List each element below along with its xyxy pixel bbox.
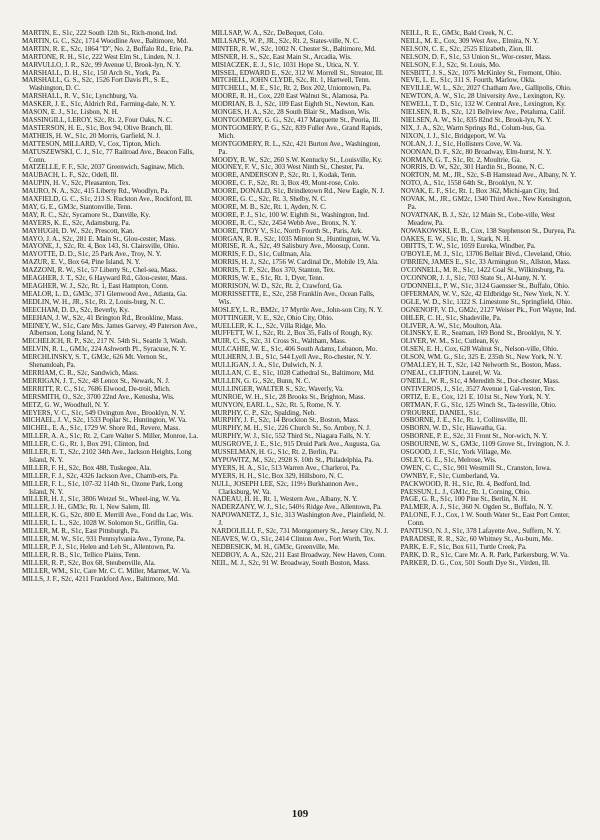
roster-entry: PARADISE, R. R., S2c, 60 Whitney St., Au-burn, Me.: [400, 535, 553, 543]
roster-entry: MARSHALL, G. S., S2c, 1526 Fort Davis Pl., S. E., Washington, D. C.: [22, 76, 169, 93]
roster-entry: MEEHAN, J. W., S2c, 41 Brington Rd., Brookline, Mass.: [22, 313, 184, 322]
roster-entry: OAKES, E. W., S1c, Rt. 1, Stark, N. H.: [400, 234, 511, 243]
roster-entry: MODRIAN, B. J., S2c, 109 East Eighth St., Newton, Kan.: [211, 100, 375, 109]
roster-entry: NEDBESICK, M. H., GM3c, Greenville, Me.: [211, 542, 340, 551]
roster-entry: PANTUSO, N. J., S1c, 378 Lafayette Ave., Suffern, N. Y.: [400, 527, 561, 536]
roster-entry: O'BRIEN, JAMES E., S1c, 33 Armington St., Allston, Mass.: [400, 258, 571, 267]
roster-entry: NARDOLILLI, F., S2c, 731 Montgomery St., Jersey City, N. J.: [211, 527, 389, 536]
roster-entry: MORISE, R. A., S2c, 49 Salisbury Ave., Moosup, Conn.: [211, 242, 370, 251]
roster-entry: MURPHY, W. J., S1c, 552 Third St., Niagara Falls, N. Y.: [211, 432, 371, 441]
roster-entry: NEWTON, A. W., S1c, 28 University Ave., Lexington, Ky.: [400, 92, 566, 101]
roster-entry: MARSHALL, D. H., S1c, 150 Arch St., York, Pa.: [22, 68, 161, 77]
roster-entry: ONTIVEROS, J., S1c, 3527 Avenue I, Gal-veston, Tex.: [400, 384, 556, 393]
roster-entry: MEAGHER, W. J., S2c, Rt. 1, East Hampton, Conn.: [22, 282, 169, 290]
roster-entry: MARTONE, R. H., S1c, 222 West Elm St., Linden, N. J.: [22, 52, 181, 61]
roster-entry: MILLER, R. B., S1c, Tellico Plains, Tenn.: [22, 550, 141, 559]
roster-entry: MULLAN, C. E., S1c, 1028 Cathedral St., Baltimore, Md.: [211, 368, 375, 377]
roster-entry: MERCHLINSKY, S. T., GM3c, 626 Mt. Vernon St., Shenandoah, Pa.: [22, 353, 168, 370]
roster-entry: MORRIS, F. D., S1c, Cullman, Ala.: [211, 250, 312, 259]
roster-entry: OLSEN, E. H., Cox, 628 Walnut St., Nelson-ville, Ohio.: [400, 345, 559, 354]
roster-entry: MILLER, WM., S1c, Care Mr. C. C. Miller, Marmet, W. Va.: [22, 566, 191, 575]
roster-entry: NEIL, M. J., S2c, 91 W. Broadway, South Boston, Mass.: [211, 558, 370, 567]
roster-entry: MORRIS, H. J., S2c, 1756 W. Cardinal Dr., Mobile 19, Ala.: [211, 258, 379, 267]
roster-entry: MILLS, J. F., S2c, 4211 Frankford Ave., Baltimore, Md.: [22, 574, 179, 583]
roster-entry: MERRIAM, C. R., S2c, Sandwich, Mass.: [22, 368, 139, 377]
roster-entry: OGLE, W. D., S1c, 1322 S. Limestone St., Springfield, Ohio.: [400, 297, 573, 306]
roster-entry: O'CONNELL, M. R., S1c, 1422 Coal St., Wilkinsburg, Pa.: [400, 266, 565, 275]
roster-entry: MAURO, N. A., S2c, 415 Liberty Rd., Woodlyn, Pa.: [22, 187, 170, 196]
roster-entry: NOWAKOWSKI, E. B., Cox, 138 Stephenson St., Duryea, Pa.: [400, 226, 576, 235]
roster-entry: MILLER, P. J., S1c, Helen and Leh St., Allentown, Pa.: [22, 542, 176, 551]
roster-entry: OSBORN, W. D., S1c, Hiawatha, Ga.: [400, 424, 507, 433]
roster-entry: MAYO, J. A., S2c, 281 E. Main St., Glou-cester, Mass.: [22, 234, 176, 243]
roster-entry: MECHELICH, R. P., S2c, 217 N. 54th St., Seattle 3, Wash.: [22, 337, 188, 346]
roster-entry: MILLER, M. W., S1c, 931 Pennsylvania Ave., Tyrone, Pa.: [22, 535, 186, 543]
roster-entry: MEDLIN, W. H., JR., S1c, Rt. 2, Louis-burg, N. C.: [22, 297, 166, 306]
roster-entry: MONGES, H. A., S2c, 28 South Blair St., Madison, Wis.: [211, 108, 371, 117]
roster-entry: MURPHY, M. H., S1c, 226 Church St., So. Amboy, N. J.: [211, 424, 371, 433]
roster-entry: MARTIN, R. E., S2c, 1864 "D", No. 2, Buffalo Rd., Erie, Pa.: [22, 44, 194, 53]
roster-entry: MILLER, M. R., S1c, East Pittsburgh, Pa.: [22, 527, 140, 536]
roster-entry: MAYOTTE, D. D., S1c, 25 Park Ave., Troy, N. Y.: [22, 250, 162, 259]
roster-entry: MITCHELL, M. E., S1c, Rt. 2, Box 202, Uniontown, Pa.: [211, 84, 372, 93]
roster-entry: NEAVES, W. O., S1c, 2414 Clinton Ave., Fort Worth, Tex.: [211, 535, 376, 543]
roster-entry: NORTON, M. M., JR., S2c, S-B Hamstead Ave., Albany, N. Y.: [400, 171, 576, 180]
roster-entry: O'MALLEY, H. T., S2c, 142 Nelworth St., Boston, Mass.: [400, 361, 562, 370]
roster-column-2: [211, 30, 388, 790]
roster-entry: O'ROURKE, DANIEL, S1c.: [400, 408, 482, 417]
roster-entry: O'NEAL, CLIFTON, Laurel, W. Va.: [400, 368, 502, 377]
roster-entry: MATTESON, MILLARD, V., Cox, Tipton, Mich.: [22, 139, 161, 148]
roster-entry: NULL, JOSEPH LEE, S2c, 119½ Burkhannon Ave., Clarksburg, W. Va.: [211, 479, 359, 496]
roster-entry: MULLINGER, WALTER S., S2c, Waverly, Va.: [211, 384, 344, 393]
roster-entry: MUIR, C. S., S2c, 31 Cross St., Waltham, Mass.: [211, 337, 347, 346]
roster-entry: OSBOURNE, W. S., GM3c, 1109 Grove St., Irvington, N. J.: [400, 440, 570, 449]
roster-entry: MARTIN, E., S1c, 222 South 12th St., Rich-mond, Ind.: [22, 30, 178, 37]
roster-entry: ORTMAN, F. G., S1c, 125 Winch St., Ta-tesville, Ohio.: [400, 400, 557, 409]
roster-entry: MOORE, M. B., S2c, Rt. 1, Ayden, N. C.: [211, 202, 327, 211]
roster-column-1: [22, 30, 199, 790]
roster-entry: MAZZONI, R. W., S1c, 57 Liberty St., Chel-sea, Mass.: [22, 266, 178, 275]
roster-entry: MAYERS, K. E., S2c, Adamsburg, Pa.: [22, 218, 131, 227]
roster-entry: NEWELL, T. D., S1c, 132 W. Central Ave., Lexington, Ky.: [400, 100, 566, 109]
roster-entry: O'CONNOR, J. J., S1c, 703 State St., Al-bany, N. Y.: [400, 274, 547, 283]
roster-columns: [22, 30, 578, 790]
roster-entry: PARKER, D. G., Cox, 501 South Dye St., Virden, Ill.: [400, 558, 550, 567]
roster-entry: PACKWOOD, R. H., S1c, Rt. 4, Bedford, Ind.: [400, 479, 531, 488]
roster-entry: ORTIZ, E. E., Cox, 121 E. 101st St., New York, N. Y.: [400, 392, 551, 401]
roster-entry: MISNER, H. S., S2c, East Main St., Arcadia, Wis.: [211, 52, 352, 61]
roster-entry: NEVILLE, W. L., S2c, 2027 Chatham Ave., Gallipolis, Ohio.: [400, 84, 572, 93]
roster-entry: OLINSKY, E. R., Seaman, 169 Bond St., Brooklyn, N. Y.: [400, 329, 562, 338]
roster-entry: MASSINGILL, LEROY, S2c, Rt. 2, Four Oaks, N. C.: [22, 115, 173, 124]
roster-entry: MUNROE, W. H., S1c, 28 Brooks St., Brighton, Mass.: [211, 392, 366, 401]
roster-entry: MEYERS, V. C., S1c, 549 Ovington Ave., Brooklyn, N. Y.: [22, 408, 186, 417]
roster-entry: MILLER, R. P., S2c, Box 68, Steubenville, Ala.: [22, 558, 156, 567]
roster-entry: MILLER, A. A., S1c, Rt. 2, Care Walter S. Miller, Monroe, La.: [22, 432, 199, 441]
roster-entry: MERSMITH, O., S2c, 3700 22nd Ave., Kenosha, Wis.: [22, 392, 175, 401]
roster-entry: MATHEIS, H. W., S1c, 20 Morris, Garfield, N. J.: [22, 131, 161, 140]
roster-entry: MORGAN, R. R., S2c, 1035 Minton St., Huntington, W. Va.: [211, 234, 381, 243]
roster-entry: NADERZANY, W. J., S1c, 540½ Ridge Ave., Allentown, Pa.: [211, 503, 382, 512]
roster-entry: MILLER, K. G., S2c, 800 E. Merrill Ave., Fond du Lac, Wis.: [22, 511, 193, 520]
roster-entry: NEDBOY, A. A., S2c, 211 East Broadway, New Haven, Conn.: [211, 550, 387, 559]
roster-entry: MEECHAM, D. D., S2c, Beverly, Ky.: [22, 305, 129, 314]
roster-entry: MORRIS, W. E., S1c, Rt. 1, Dyer, Tenn.: [211, 274, 324, 283]
roster-entry: MULLIGAN, J. A., S1c, Dulwich, N. J.: [211, 361, 323, 370]
roster-entry: MOSLEY, L. R., BM2c, 17 Myrtle Ave., John-son City, N. Y.: [211, 305, 383, 314]
roster-entry: MILLER, J. H., GM3c, Rt. 1, New Salem, Ill.: [22, 503, 151, 512]
roster-entry: MILLER, F. L., S1c, 107-32 114th St., Ozone Park, Long Island, N. Y.: [22, 479, 183, 496]
roster-entry: OBITTS, T. W., S1c, 1059 Eureka, Windber, Pa.: [400, 242, 536, 251]
roster-entry: MYPOWITZ, M., S2c, 2928 S. 10th St., Philadelphia, Pa.: [211, 455, 374, 464]
roster-column-3: [401, 30, 578, 790]
roster-entry: MONTGOMERY, G. G., S2c, 417 Marquette St., Peoria, Ill.: [211, 115, 381, 124]
roster-entry: MORRISON, W. D., S2c, Rt. 2, Crawford, Ga.: [211, 282, 343, 290]
roster-entry: MISSEL, EDWARD E., S2c, 312 W. Morrell St., Streator, Ill.: [211, 68, 384, 77]
roster-entry: OWNBY, F., S1c, Cumberland, Va.: [400, 471, 500, 480]
roster-entry: MAYHUGH, D. W., S2c, Prescott, Kan.: [22, 226, 135, 235]
roster-entry: MOONEY, F. V., S1c, 303 West Ninth St., Chester, Pa.: [211, 163, 365, 172]
roster-entry: NOTO, A., S1c, 1558 64th St., Brooklyn, N. Y.: [400, 179, 533, 188]
roster-entry: MUFFETT, W. I., S2c, Rt. 2, Box 35, Falls of Rough, Ky.: [211, 329, 373, 338]
roster-entry: PARK, E. F., S1c, Box 611, Turtle Creek, Pa.: [400, 542, 527, 551]
roster-entry: MELVIN, R. L., GM3c, 224 Ashworth Pl., Syracuse, N. Y.: [22, 345, 186, 354]
roster-entry: MOORE, R. C., S2c, 2454 Webb Ave., Bronx, N. Y.: [211, 218, 357, 227]
roster-entry: MEALOR, L. D., GM3c, 371 Glenwood Ave., Atlanta, Ga.: [22, 289, 187, 298]
roster-entry: MOORE, DONALD, S1c, Brindletown Rd., New Eagle, N. J.: [211, 187, 385, 196]
roster-entry: NIX, J. A., S2c, Warm Springs Rd., Colum-bus, Ga.: [400, 123, 546, 132]
roster-entry: NELSON, C. E., S2c, 2525 Elizabeth, Zion, Ill.: [400, 44, 534, 53]
roster-entry: MATUSZEWSKI, C. J., S1c, 77 Railroad Ave., Beacon Falls, Conn.: [22, 147, 195, 164]
roster-entry: MOORE, R. H., Cox, 220 East Walnut St., Alamosa, Pa.: [211, 92, 369, 101]
roster-entry: MICHAEL, J. V., S2c, 1533 Poplar St., Huntington, W. Va.: [22, 416, 187, 425]
roster-entry: MILLER, L. L., S2c, 1028 W. Solomon St., Griffin, Ga.: [22, 519, 179, 528]
roster-entry: MULCAHIE, W. E., S1c, 406 South Adams, Lebanon, Mo.: [211, 345, 378, 354]
roster-entry: OSBORNE, J. E., S1c, Rt. 1, Collinsville, Ill.: [400, 416, 528, 425]
roster-entry: NORMAN, G. T., S1c, Rt. 2, Moultrie, Ga.: [400, 155, 522, 164]
roster-entry: MICHEL, E. A., S1c, 1729 W. Shore Rd., Revere, Mass.: [22, 424, 180, 433]
roster-entry: MILLER, F. H., S2c, Box 488, Tuskegee, Ala.: [22, 463, 152, 472]
roster-entry: MOORE, P. J., S1c, 100 W. Eighth St., Washington, Ind.: [211, 210, 369, 219]
roster-entry: NOVATNAK, B. J., S2c, 12 Main St., Cobe-ville, West Meadow, Pa.: [400, 210, 555, 227]
roster-entry: MERRIGAN, J. T., S2c, 48 Lenox St., Newark, N. J.: [22, 376, 170, 385]
roster-entry: OHLER, C. H., S1c, Shadeville, Pa.: [400, 313, 502, 322]
roster-entry: MORRIS, T. P., S2c, Box 370, Stanton, Tex.: [211, 266, 336, 275]
roster-entry: PALMER, A. J., S1c, 360 N. Ogden St., Buffalo, N. Y.: [400, 503, 553, 512]
roster-entry: OSBORNE, P. E., S2c, 31 Front St., Nor-wich, N. Y.: [400, 432, 548, 441]
roster-entry: MITCHELL, JOHN CLYDE, S2c, Rt. 1, Hartwell, Tenn.: [211, 76, 371, 85]
roster-entry: MURPHY, C. P., S2c, Spalding, Neb.: [211, 408, 316, 417]
roster-entry: MERRITT, R. C., S1c, 7686 Elwood, De-troit, Mich.: [22, 384, 171, 393]
roster-entry: NIXON, J. J., S1c, Bridgeport, W. Va.: [400, 131, 507, 140]
roster-entry: MAXFIELD, G. C., S1c, 213 S. Ruckton Ave., Rockford, Ill.: [22, 195, 193, 204]
roster-entry: NIELSEN, R. B., S2c, 121 Bellview Ave., Petaluma, Calif.: [400, 108, 566, 117]
roster-entry: MILLSAP, W. A., S2c, DeBequet, Colo.: [211, 30, 324, 37]
page-number: 109: [291, 808, 309, 820]
roster-entry: NAPOWANETZ, J., S1c, 313 Washington Ave., Plainfield, N. J.: [211, 511, 385, 528]
roster-entry: MAYONE, J., S2c, Rt. 4, Box 143, St. Clairsville, Ohio.: [22, 242, 180, 251]
roster-entry: OLIVER, A. W., S1c, Moulton, Ala.: [400, 321, 502, 330]
roster-entry: MAY, G. E., GM3c, Stantonville, Tenn.: [22, 202, 133, 211]
roster-entry: OSLEY, G. E., S1c, Melrose, Wis.: [400, 455, 497, 464]
roster-entry: PAESSUN, L. J., GM1c, Rt. 1, Corning, Ohio.: [400, 487, 531, 496]
roster-entry: OGNENOFF, V. D., GM2c, 2127 Weiser Pk., Fort Wayne, Ind.: [400, 305, 577, 314]
roster-entry: MISIACZEK, E. J., S1c, 1031 Hope St., Utica, N. Y.: [211, 60, 359, 69]
roster-entry: MILLER, C. G., Rt. 1, Box 291, Clinton, Ind.: [22, 440, 150, 449]
roster-entry: METZ, G. W., Woodhull, N. Y.: [22, 400, 109, 409]
roster-entry: MAZUR, E. V., Box 64, Pine Island, N. Y.: [22, 258, 141, 267]
roster-entry: MILLER, E. T., S2c, 2102 34th Ave., Jackson Heights, Long Island, N. Y.: [22, 448, 192, 464]
roster-entry: NOVAK, E. F., S1c, Rt. 1, Box 362, Michi-gan City, Ind.: [400, 187, 560, 196]
roster-entry: MINTER, R. W., S2c, 1002 N. Chester St., Baltimore, Md.: [211, 44, 376, 53]
roster-entry: MAUBACH, L. F., S2c, Odell, Ill.: [22, 171, 119, 180]
roster-entry: MAY, R. C., S2c, Sycamore St., Danville, Ky.: [22, 210, 151, 219]
roster-entry: NEILL, M. E., Cox, 309 West Ave., Elmira, N. Y.: [400, 36, 539, 45]
roster-entry: MOORE, ANDERSON P., S2c, Rt. 1, Kodak, Tenn.: [211, 171, 357, 180]
roster-entry: O'BOYLE, M. J., S1c, 13706 Bellair Blvd., Cleveland, Ohio.: [400, 250, 572, 259]
roster-entry: MILLER, F. J., S2c, 4326 Jackson Ave., Chamb-ers, Pa.: [22, 471, 179, 480]
roster-entry: MULHERN, J. B., S1c, 544 Lyell Ave., Ro-chester, N. Y.: [211, 353, 372, 362]
roster-entry: OLSON, WM. G., S1c, 325 E. 235th St., New York, N. Y.: [400, 353, 563, 362]
roster-entry: MOORE, TROY V., S1c, North Fourth St., Paris, Ark.: [211, 226, 363, 235]
roster-entry: MOTTINGER, V. E., S2c, Ohio City, Ohio.: [211, 313, 334, 322]
roster-entry: MYERS, H. H., S1c, Box 329, Hillsboro, N. C.: [211, 471, 344, 480]
roster-entry: NOVAK, M., JR., GM2c, 1340 Third Ave., New Kensington, Pa.: [400, 195, 572, 211]
roster-entry: MEAGHER, J. T., S2c, 6 Hayward Rd., Glou-cester, Mass.: [22, 274, 188, 283]
roster-entry: O'DONNELL, P. W., S1c, 3124 Gaensser St., Buffalo, Ohio.: [400, 282, 570, 290]
roster-entry: MASON, E. J., S1c, Lisbon, N. H.: [22, 108, 119, 117]
roster-entry: MASKER, J. E., S1c, Aldrich Rd., Farming-dale, N. Y.: [22, 100, 176, 109]
roster-entry: NIELSEN, A. W., S1c, 835 82nd St., Brook-lyn, N. Y.: [400, 115, 552, 124]
roster-entry: MASTERSON, H. E., S1c, Box 94, Olive Branch, Ill.: [22, 123, 173, 132]
roster-entry: MUNYON, EARL L., S2c, Rt. 5, Rome, N. Y.: [211, 400, 341, 409]
roster-entry: MYERS, H. A., S1c, 513 Warren Ave., Charleroi, Pa.: [211, 463, 360, 472]
roster-entry: MILLSAPS, W. P., JR., S2c, Rt. 2, States-ville, N. C.: [211, 36, 360, 45]
roster-entry: OLIVER, W. M., S1c, Cutlean, Ky.: [400, 337, 500, 346]
roster-entry: MOORE, C. F., S2c, Rt. 3, Box 49, Mont-rose, Colo.: [211, 179, 360, 188]
roster-entry: PARK, D. R., S1c, Care Mr. A. R. Park, Parkersburg, W. Va.: [400, 550, 569, 559]
roster-entry: MEINEY, W., S1c, Care Mrs. James Garvey, 49 Paterson Ave., Albertson, Long Island, N. Y.: [22, 321, 198, 338]
roster-entry: MARVULLO, J. R., S2c, 99 Avenue U, Brook-lyn, N. Y.: [22, 60, 181, 69]
roster-entry: MULLEN, G. G., S2c, Bunn, N. C.: [211, 376, 311, 385]
roster-entry: MORRISSETTE, E., S2c, 258 Franklin Ave., Ocean Falls, Wis.: [211, 289, 375, 306]
roster-entry: NELSON, F. J., S2c, St. Louis, Mo.: [400, 60, 501, 69]
roster-entry: PALONE, F. J., Cox, 1 W. South Water St., East Port Center, Conn.: [400, 511, 570, 528]
roster-entry: PAGE, G. R., S1c, 100 Pine St., Berlin, N. H.: [400, 495, 528, 504]
roster-entry: MAUPIN, H. V., S2c, Pleasanton, Tex.: [22, 179, 131, 188]
roster-entry: MOODY, R. W., S2c, 260 S.W. Kentucky St., Louisville, Ky.: [211, 155, 383, 164]
roster-entry: MARTIN, G. C., S2c, 1714 Woodline Ave., Baltimore, Md.: [22, 36, 189, 45]
roster-entry: OSGOOD, J. F., S1c, York Village, Me.: [400, 448, 512, 457]
roster-entry: NEVE, L. E., S1c, 311 S. Fourth, Marlow, Okla.: [400, 76, 536, 85]
roster-entry: NOLAN, J. J., S1c, Hollisters Cove, W. Va.: [400, 139, 522, 148]
roster-entry: MUSGROVE, J. E., S1c, 915 Druid Park Ave., Augusta, Ga.: [211, 440, 381, 449]
roster-entry: MATZELLE, F. F., S3c, 2037 Greenwich, Saginaw, Mich.: [22, 163, 185, 172]
roster-entry: MURPHY, J. F., S2c, 14 Brockton St., Boston, Mass.: [211, 416, 360, 425]
roster-entry: O'NEILL, W. R., S1c, 4 Meredith St., Dor-chester, Mass.: [400, 376, 560, 385]
roster-entry: NADEAU, H. H., Rt. 1, Western Ave., Albany, N. Y.: [211, 495, 358, 504]
roster-entry: MOORE, G. C., S2c, Rt. 3, Shelby, N. C.: [211, 195, 327, 204]
roster-entry: MONTGOMERY, P. G., S2c, 839 Fuller Ave., Grand Rapids, Mich.: [211, 123, 383, 140]
roster-entry: NESBITT, J. S., S2c, 1075 McKinley St., Fremont, Ohio.: [400, 68, 562, 77]
roster-entry: MONTGOMERY, R. L., S2c, 421 Burton Ave., Washington, Pa.: [211, 139, 381, 156]
roster-entry: OWEN, C. C., S1c, 901 Westmill St., Cranston, Iowa.: [400, 463, 552, 472]
roster-entry: NORRIS, D. W., S2c, 301 Hardin St., Boone, N. C.: [400, 163, 545, 172]
roster-entry: MILLER, H. J., S1c, 3806 Wetzel St., Wheel-ing, W. Va.: [22, 495, 181, 504]
roster-entry: NOONAN, D. F., S2c, 80 Broadway, Elm-hurst, N. Y.: [400, 147, 552, 156]
roster-entry: MUSSELMAN, H. G., S1c, Rt. 2, Berlin, Pa.: [211, 448, 339, 457]
roster-entry: NEILL, R. E., GM3c, Bald Creek, N. C.: [400, 30, 514, 37]
roster-entry: MUELLER, K. L., S2c, Villa Ridge, Mo.: [211, 321, 327, 330]
roster-entry: MARSHALL, R. V., S1c, Lynchburg, Va.: [22, 92, 138, 101]
roster-entry: NELSON, D. F., S1c, 53 Union St., Wor-cester, Mass.: [400, 52, 552, 61]
roster-entry: OFFERMAN, W. V., S2c, 42 Eldbridge St., New York, N. Y.: [400, 289, 570, 298]
